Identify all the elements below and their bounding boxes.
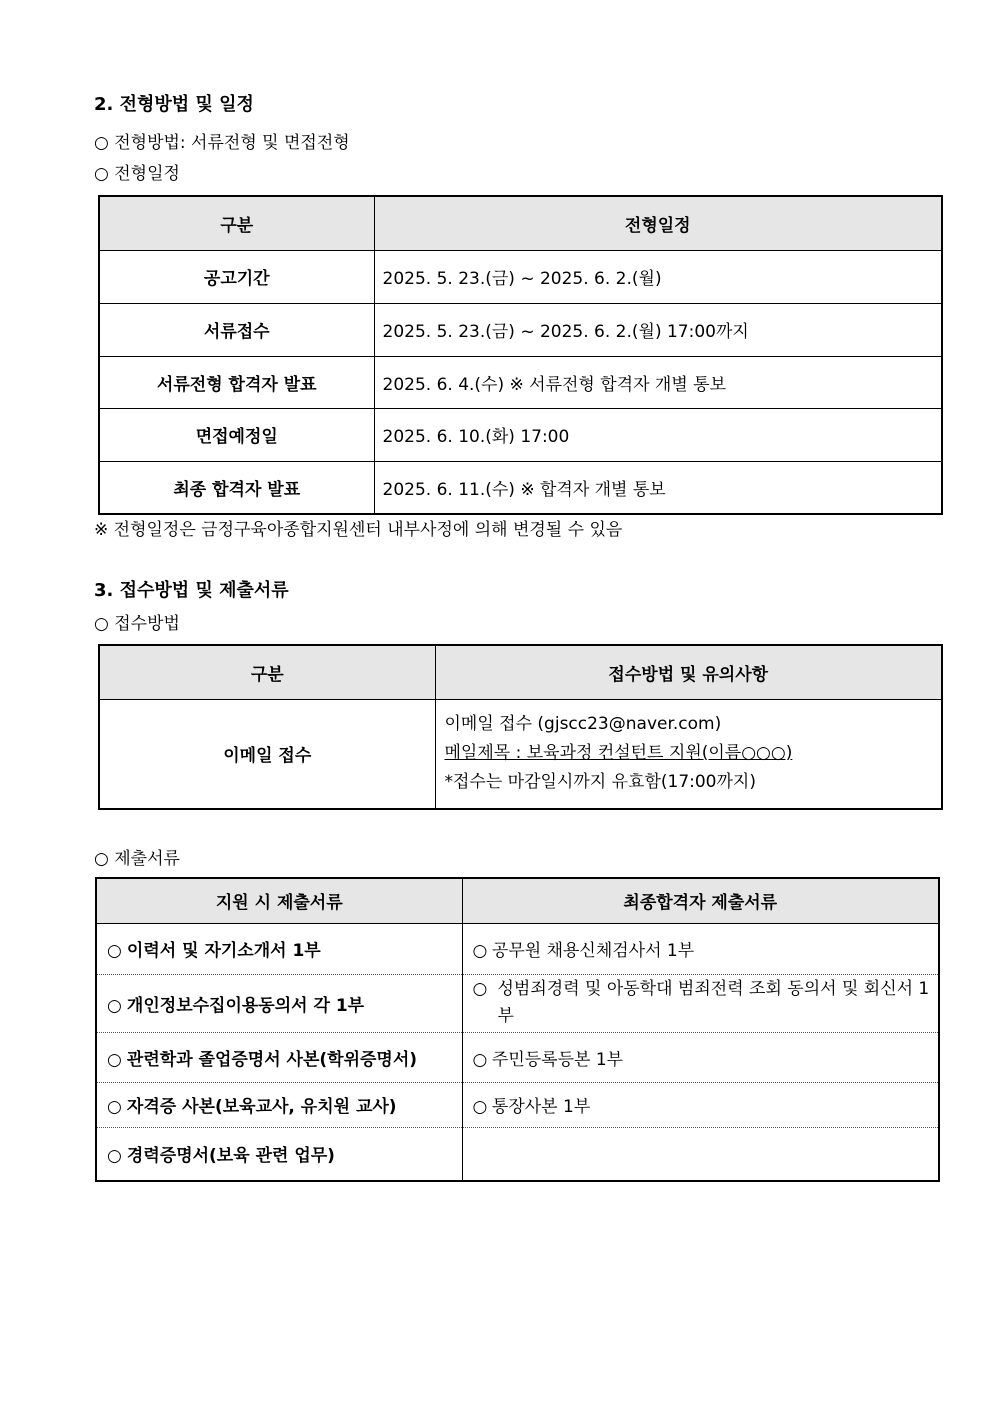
circle-bullet: ○ (107, 995, 122, 1016)
application-row-label: 이메일 접수 (99, 699, 435, 809)
schedule-row-value: 2025. 6. 10.(화) 17:00 (374, 408, 942, 461)
circle-bullet: ○ (472, 979, 488, 999)
final-doc-text: 성범죄경력 및 아동학대 범죄전력 조회 동의서 및 회신서 1부 (497, 979, 930, 1026)
table-row (99, 250, 942, 303)
final-doc (462, 1032, 939, 1082)
circle-bullet: ○ (472, 941, 488, 961)
application-method-label: ○ 접수방법 (94, 614, 180, 634)
applicant-doc (96, 974, 462, 1032)
final-doc (462, 923, 939, 974)
applicant-doc-text: 관련학과 졸업증명서 사본(학위증명서) (126, 1049, 418, 1070)
section-2-heading: 2. 전형방법 및 일정 (94, 94, 254, 115)
schedule-row-value: 2025. 6. 11.(수) ※ 합격자 개별 통보 (374, 461, 942, 514)
deadline-line: *접수는 마감일시까지 유효함(17:00까지) (444, 772, 756, 793)
final-doc (462, 1082, 939, 1127)
applicant-doc (96, 1082, 462, 1127)
email-subject-line: 메일제목 : 보육과정 컨설턴트 지원(이름○○○) (444, 743, 793, 764)
schedule-row-value: 2025. 6. 4.(수) ※ 서류전형 합격자 개별 통보 (374, 356, 942, 408)
application-col-category: 구분 (99, 645, 435, 699)
table-row (96, 1032, 939, 1082)
applicant-doc-text: 경력증명서(보육 관련 업무) (126, 1146, 335, 1167)
table-row (96, 974, 939, 1032)
schedule-note: ※ 전형일정은 금정구육아종합지원센터 내부사정에 의해 변경될 수 있음 (94, 520, 623, 540)
schedule-row-label: 면접예정일 (99, 408, 374, 461)
circle-bullet: ○ (472, 1049, 488, 1070)
applicant-doc-text: 이력서 및 자기소개서 1부 (126, 941, 321, 961)
selection-schedule-label: ○ 전형일정 (94, 164, 180, 184)
circle-bullet: ○ (107, 1097, 122, 1117)
application-method-table (98, 644, 943, 810)
table-row (96, 923, 939, 974)
schedule-row-label: 서류접수 (99, 303, 374, 356)
table-row (99, 408, 942, 461)
table-row (99, 303, 942, 356)
required-documents-label: ○ 제출서류 (94, 849, 180, 869)
documents-col-final: 최종합격자 제출서류 (462, 878, 939, 923)
application-row-value (435, 699, 942, 809)
schedule-row-value: 2025. 5. 23.(금) ~ 2025. 6. 2.(월) 17:00까지 (374, 303, 942, 356)
applicant-doc (96, 1032, 462, 1082)
table-row (96, 1127, 939, 1181)
final-doc (462, 974, 939, 1032)
schedule-col-schedule: 전형일정 (374, 196, 942, 250)
table-row (96, 1082, 939, 1127)
table-row (99, 699, 942, 809)
schedule-row-label: 서류전형 합격자 발표 (99, 356, 374, 408)
circle-bullet: ○ (107, 1049, 122, 1070)
selection-method-text: ○ 전형방법: 서류전형 및 면접전형 (94, 133, 350, 153)
schedule-row-label: 공고기간 (99, 250, 374, 303)
final-doc-text: 주민등록등본 1부 (491, 1049, 624, 1070)
schedule-col-category: 구분 (99, 196, 374, 250)
applicant-doc (96, 1127, 462, 1181)
final-doc-text: 통장사본 1부 (491, 1097, 591, 1117)
schedule-row-value: 2025. 5. 23.(금) ~ 2025. 6. 2.(월) (374, 250, 942, 303)
applicant-doc (96, 923, 462, 974)
circle-bullet: ○ (472, 1097, 488, 1117)
applicant-doc-text: 자격증 사본(보육교사, 유치원 교사) (126, 1097, 397, 1117)
circle-bullet: ○ (107, 941, 122, 961)
table-row (99, 356, 942, 408)
table-row (99, 461, 942, 514)
documents-table (95, 877, 940, 1182)
email-line: 이메일 접수 (gjscc23@naver.com) (444, 714, 722, 735)
schedule-row-label: 최종 합격자 발표 (99, 461, 374, 514)
application-col-method: 접수방법 및 유의사항 (435, 645, 942, 699)
final-doc-text: 공무원 채용신체검사서 1부 (491, 941, 695, 961)
final-doc (462, 1127, 939, 1181)
section-3-heading: 3. 접수방법 및 제출서류 (94, 580, 289, 601)
applicant-doc-text: 개인정보수집이용동의서 각 1부 (126, 995, 365, 1016)
schedule-table (98, 195, 943, 515)
documents-col-applicant: 지원 시 제출서류 (96, 878, 462, 923)
circle-bullet: ○ (107, 1146, 122, 1167)
